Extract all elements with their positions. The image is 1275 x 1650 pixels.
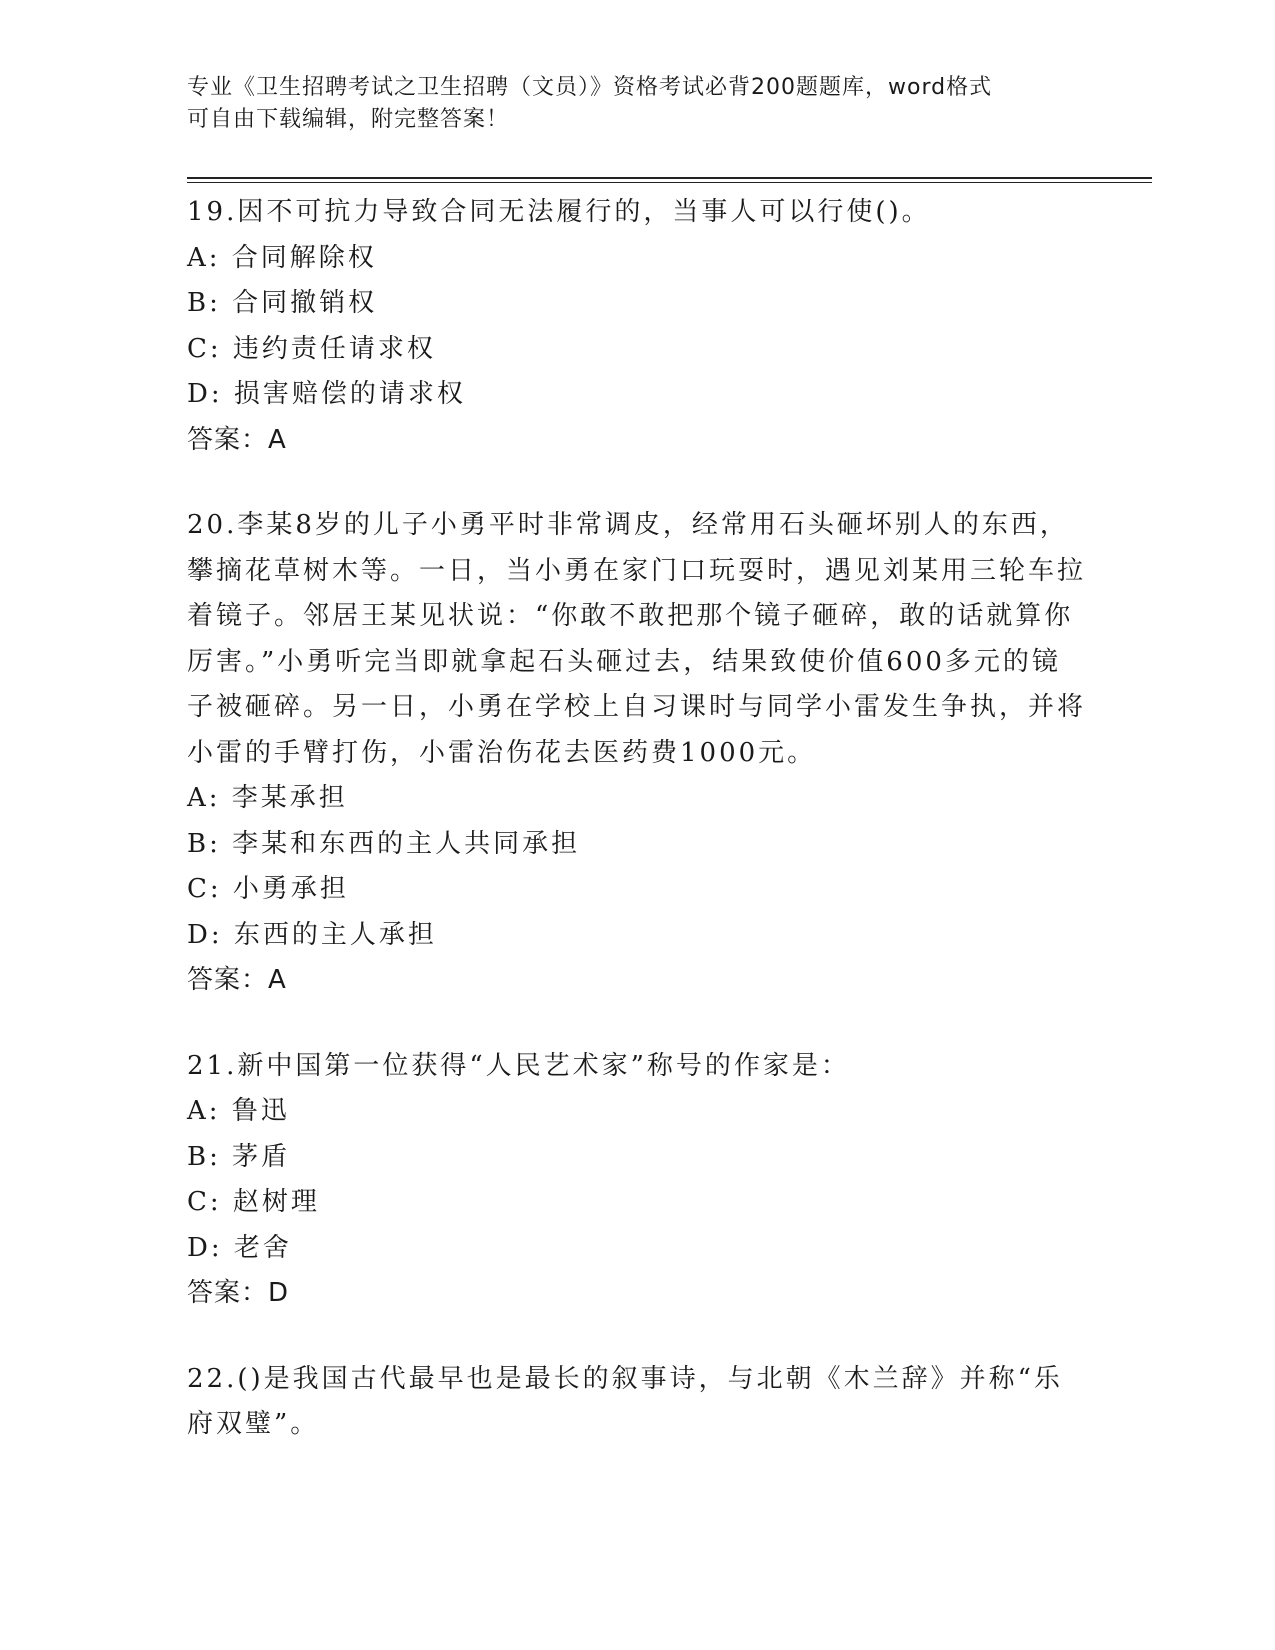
question-22 (187, 1357, 1087, 1448)
question-stem: 22.()是我国古代最早也是最长的叙事诗，与北朝《木兰辞》并称“乐府双璧”。 (187, 1363, 1063, 1439)
option-d: D: 东西的主人承担 (187, 919, 437, 950)
question-21 (187, 1044, 1087, 1317)
option-a: A: 鲁迅 (187, 1096, 290, 1126)
document-header (187, 72, 1067, 136)
question-20 (187, 503, 1087, 1004)
option-c: C: 小勇承担 (187, 874, 349, 904)
option-b: B: 茅盾 (187, 1141, 291, 1172)
header-line-1: 专业《卫生招聘考试之卫生招聘（文员）》资格考试必背200题题库，word格式 (187, 75, 993, 100)
option-c: C: 赵树理 (187, 1187, 320, 1217)
answer-label: 答案：D (187, 1278, 290, 1308)
option-a: A: 李某承担 (187, 783, 348, 813)
answer-label: 答案：A (187, 965, 287, 995)
question-stem: 21.新中国第一位获得“人民艺术家”称号的作家是： (187, 1050, 850, 1081)
question-stem: 19.因不可抗力导致合同无法履行的，当事人可以行使()。 (187, 197, 931, 227)
question-19 (187, 190, 1087, 463)
header-line-2: 可自由下载编辑，附完整答案！ (187, 107, 510, 132)
option-a: A: 合同解除权 (187, 242, 377, 273)
option-d: D: 损害赔偿的请求权 (187, 379, 466, 409)
header-divider-thick (187, 177, 1152, 179)
header-divider-thin (187, 182, 1152, 183)
question-stem: 20.李某8岁的儿子小勇平时非常调皮，经常用石头砸坏别人的东西，攀摘花草树木等。一日，当小勇在家门口玩耍时，遇见刘某用三轮车拉着镜子。邻居王某见状说：“你敢不敢把那个镜子砸碎，敢的话就算你厉害。”小勇听完当即就拿起石头砸过去，结果致使价值600多元的镜子被砸碎。另一日，小勇在学校上自习课时与同学小雷发生争执，并将小雷的手臂打伤，小雷治伤花去医药费1000元。 (187, 510, 1087, 768)
question-list (187, 190, 1087, 1488)
answer-label: 答案：A (187, 424, 287, 455)
option-c: C: 违约责任请求权 (187, 333, 436, 364)
option-b: B: 李某和东西的主人共同承担 (187, 828, 581, 859)
option-b: B: 合同撤销权 (187, 288, 378, 318)
option-d: D: 老舍 (187, 1232, 292, 1263)
